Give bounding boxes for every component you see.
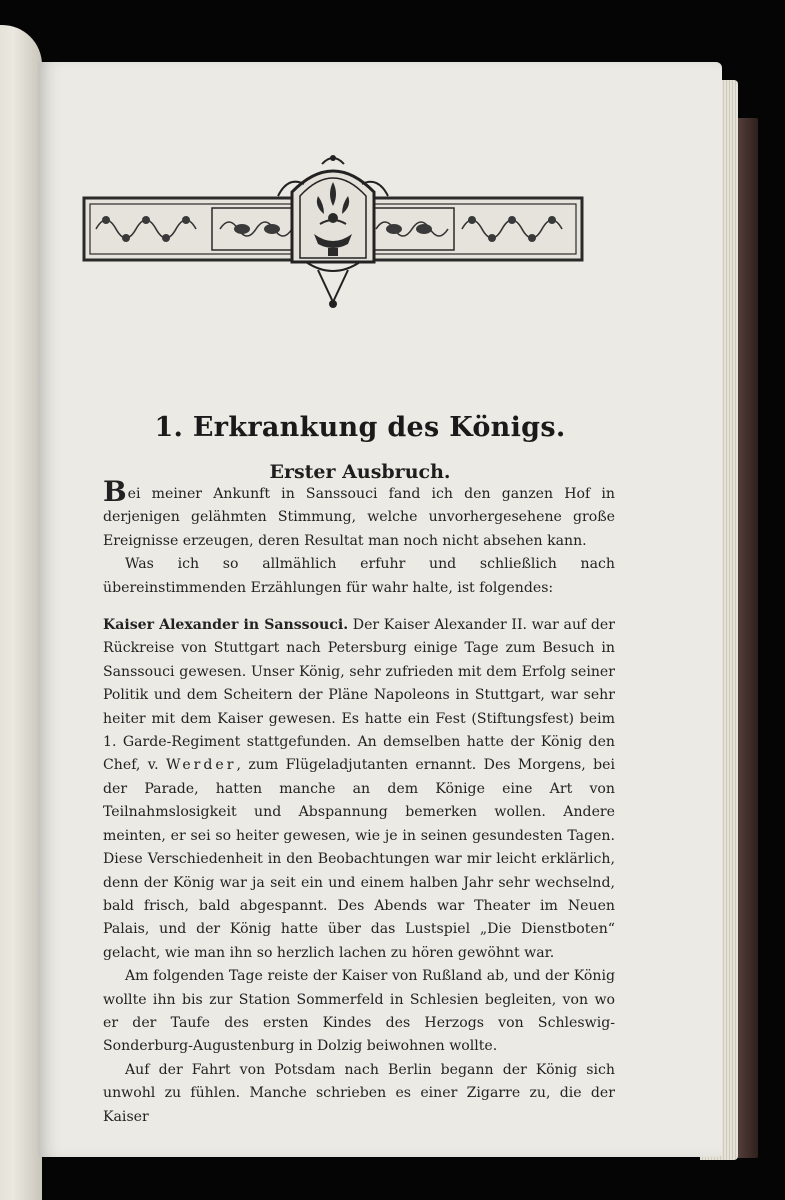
run-in-heading: Kaiser Alexander in Sanssouci. [103,617,349,634]
drop-initial: B [103,475,127,508]
paragraph [103,614,615,965]
paragraph: Auf der Fahrt von Potsdam nach Berlin begann der König sich unwohl zu fühlen. Manche schrieben es einer Zigarre zu, die der Kaiser [103,1061,615,1125]
paragraph-text: Der Kaiser Alexander II. war auf der Rückreise von Stuttgart nach Petersburg einige Tage zum Besuch in Sanssouci gewesen. Unser König, sehr zufrieden mit dem Erfolg seiner Politik und dem Scheitern der Pläne Napoleons in Stuttgart, war sehr heiter mit dem Kaiser gewesen. Es hatte ein Fest (Stiftungsfest) beim 1. Garde-Regiment stattgefunden. An demselben hatte der König den Chef, v. [103,617,615,774]
facing-page-edge [0,25,42,1200]
paragraph-text: , zum Flügeladjutanten ernannt. Des Morgens, bei der Parade, hatten manche an dem Könige eine Art von Teilnahmslosigkeit und Abspannung bemerken wollen. Andere meinten, er sei so heiter gewesen, wie je in seinen gesundesten Tagen. Diese Verschiedenheit in den Beobachtungen war mir leicht erklärlich, denn der König war ja seit ein und einem halben Jahr sehr wechselnd, bald frisch, bald abgespannt. Des Abends war Theater im Neuen Palais, und der König hatte über das Lustspiel „Die Dienstboten“ gelacht, wie man ihn so herzlich lachen zu hören gewöhnt war. [103,757,616,961]
paragraph: Was ich so allmählich erfuhr und schließlich nach übereinstimmenden Erzählungen für wahr halte, ist folgendes: [103,556,615,596]
spaced-name: Werder [165,757,237,774]
paragraph-text: ei meiner Ankunft in Sanssouci fand ich den ganzen Hof in derjenigen gelähmten Stimmung, welche unvorhergesehene große Ereignisse erzeugen, deren Resultat man noch nicht absehen kann. [103,486,615,549]
floral-vase-ornament-icon [82,152,584,312]
paragraph [103,475,615,553]
chapter-title: 1. Erkrankung des Königs. [154,412,566,443]
paragraph: Am folgenden Tage reiste der Kaiser von Rußland ab, und der König wollte ihn bis zur Station Sommerfeld in Schlesien begleiten, von wo er der Taufe des ersten Kindes des Herzogs von Schleswig-Sonderburg-Augustenburg in Dolzig beiwohnen wollte. [103,968,615,1055]
body-text [103,475,616,1129]
section-title: Erster Ausbruch. [269,461,451,483]
